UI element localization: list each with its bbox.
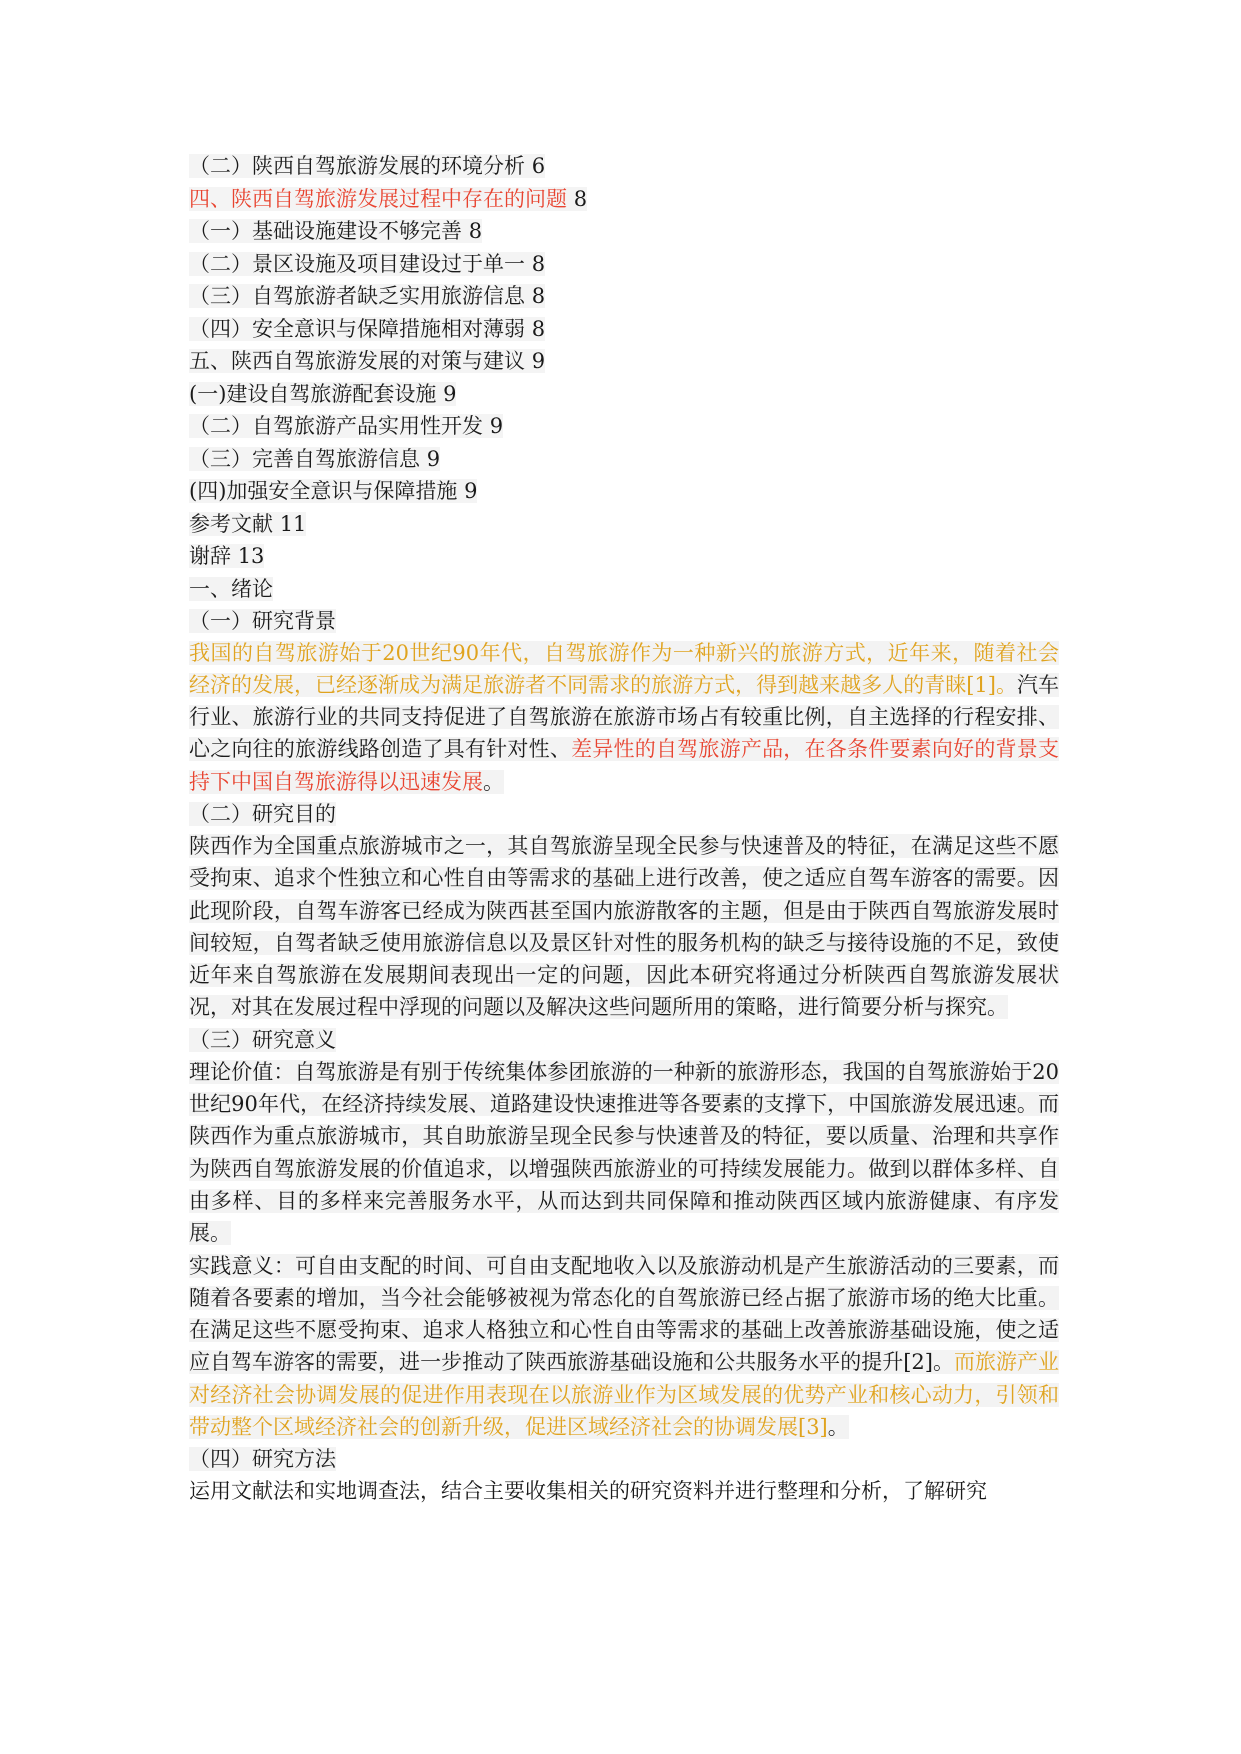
toc-page-number: 8 xyxy=(531,284,546,308)
toc-entry[interactable] xyxy=(189,280,1059,313)
toc-entry-text: （四）安全意识与保障措施相对薄弱 xyxy=(189,316,525,341)
toc-entry-text: (四)加强安全意识与保障措施 xyxy=(189,479,458,503)
paragraph-theory: 理论价值：自驾旅游是有别于传统集体参团旅游的一种新的旅游形态，我国的自驾旅游始于20世纪90年代，在经济持续发展、道路建设快速推进等各要素的支撑下，中国旅游发展迅速。而陕西作为重点旅游城市，其自助旅游呈现全民参与快速普及的特征，要以质量、治理和共享作为陕西自驾旅游发展的价值追求，以增强陕西旅游业的可持续发展能力。做到以群体多样、自由多样、目的多样来完善服务水平，从而达到共同保障和推动陕西区域内旅游健康、有序发展。 xyxy=(189,1059,1059,1246)
toc-page-number: 13 xyxy=(237,544,265,568)
paragraph-background: 我国的自驾旅游始于20世纪90年代，自驾旅游作为一种新兴的旅游方式，近年来，随着社会经济的发展，已经逐渐成为满足旅游者不同需求的旅游方式，得到越来越多人的青睐[1]。汽车行业、旅游行业的共同支持促进了自驾旅游在旅游市场占有较重比例，自主选择的行程安排、心之向往的旅游线路创造了具有针对性、差异性的自驾旅游产品，在各条件要素向好的背景支持下中国自驾旅游得以迅速发展。 xyxy=(189,640,1060,794)
paragraph-practice: 实践意义：可自由支配的时间、可自由支配地收入以及旅游动机是产生旅游活动的三要素，而随着各要素的增加，当今社会能够被视为常态化的自驾旅游已经占据了旅游市场的绝大比重。在满足这些不愿受拘束、追求人格独立和心性自由等需求的基础上改善旅游基础设施，使之适应自驾车游客的需要，进一步推动了陕西旅游基础设施和公共服务水平的提升[2]。而旅游产业对经济社会协调发展的促进作用表现在以旅游业作为区域发展的优势产业和核心动力，引领和带动整个区域经济社会的创新升级，促进区域经济社会的协调发展[3]。 xyxy=(189,1253,1059,1440)
toc-entry[interactable] xyxy=(189,540,1059,573)
toc-entry-text: 五、陕西自驾旅游发展的对策与建议 xyxy=(189,349,525,373)
heading-purpose: （二）研究目的 xyxy=(189,801,336,826)
document-page xyxy=(189,150,1059,1508)
heading-method: （四）研究方法 xyxy=(189,1447,336,1472)
text-orange: 而旅游产业对经济社会协调发展的促进作用表现在以旅游业作为区域发展的优势产业和核心动力，引领和带动整个区域经济社会的创新升级，促进区域经济社会的协调发展[3] xyxy=(189,1350,1059,1440)
heading-background: （一）研究背景 xyxy=(189,608,336,633)
toc-page-number: 9 xyxy=(443,381,457,406)
toc-page-number: 6 xyxy=(531,154,546,178)
toc-entry[interactable] xyxy=(189,313,1059,346)
toc-entry-text: （三）自驾旅游者缺乏实用旅游信息 xyxy=(189,284,525,308)
text-normal: 汽车行业、旅游行业的共同支持促进了自驾旅游在旅游市场占有较重比例，自主选择的行程安排、心之向往的旅游线路创造了具有针对性、 xyxy=(189,672,1060,762)
text-red: 差异性的自驾旅游产品，在各条件要素向好的背景支持下中国自驾旅游得以迅速发展 xyxy=(189,737,1060,794)
toc-entry-text: （二）景区设施及项目建设过于单一 xyxy=(189,251,525,276)
toc-entry-text: 四、陕西自驾旅游发展过程中存在的问题 xyxy=(189,186,567,211)
toc-page-number: 11 xyxy=(279,511,307,536)
toc-entry-text: （三）完善自驾旅游信息 xyxy=(189,446,420,471)
toc-entry-text: （一）基础设施建设不够完善 xyxy=(189,219,462,243)
heading-intro: 一、绪论 xyxy=(189,576,273,601)
toc-page-number: 9 xyxy=(464,479,478,503)
toc-entry[interactable] xyxy=(189,443,1059,476)
toc-page-number: 9 xyxy=(489,414,504,438)
toc-page-number: 8 xyxy=(468,219,483,243)
toc-page-number: 8 xyxy=(531,251,546,276)
toc-entry[interactable] xyxy=(189,410,1059,443)
table-of-contents xyxy=(189,150,1059,573)
toc-entry[interactable] xyxy=(189,508,1059,541)
toc-entry[interactable] xyxy=(189,345,1059,378)
toc-page-number: 8 xyxy=(573,186,588,211)
toc-entry[interactable] xyxy=(189,475,1059,508)
toc-entry[interactable] xyxy=(189,378,1059,411)
toc-entry[interactable] xyxy=(189,248,1059,281)
toc-page-number: 9 xyxy=(426,446,441,471)
toc-entry[interactable] xyxy=(189,150,1059,183)
toc-entry[interactable] xyxy=(189,183,1059,216)
heading-significance: （三）研究意义 xyxy=(189,1027,336,1052)
toc-entry-text: （二）自驾旅游产品实用性开发 xyxy=(189,414,483,438)
toc-entry-text: 谢辞 xyxy=(189,544,231,568)
toc-entry-text: （二）陕西自驾旅游发展的环境分析 xyxy=(189,154,525,178)
toc-entry-text: 参考文献 xyxy=(189,511,273,536)
toc-entry[interactable] xyxy=(189,215,1059,248)
paragraph-purpose: 陕西作为全国重点旅游城市之一，其自驾旅游呈现全民参与快速普及的特征，在满足这些不愿受拘束、追求个性独立和心性自由等需求的基础上进行改善，使之适应自驾车游客的需要。因此现阶段，自驾车游客已经成为陕西甚至国内旅游散客的主题，但是由于陕西自驾旅游发展时间较短，自驾者缺乏使用旅游信息以及景区针对性的服务机构的缺乏与接待设施的不足，致使近年来自驾旅游在发展期间表现出一定的问题，因此本研究将通过分析陕西自驾旅游发展状况，对其在发展过程中浮现的问题以及解决这些问题所用的策略，进行简要分析与探究。 xyxy=(189,833,1059,1020)
text-orange: 我国的自驾旅游始于20世纪90年代，自驾旅游作为一种新兴的旅游方式，近年来，随着社会经济的发展，已经逐渐成为满足旅游者不同需求的旅游方式，得到越来越多人的青睐[1]。 xyxy=(189,640,1059,697)
toc-entry-text: (一)建设自驾旅游配套设施 xyxy=(189,381,437,406)
toc-page-number: 8 xyxy=(531,316,546,341)
toc-page-number: 9 xyxy=(531,349,546,373)
paragraph-method: 运用文献法和实地调查法，结合主要收集相关的研究资料并进行整理和分析，了解研究 xyxy=(189,1479,987,1504)
